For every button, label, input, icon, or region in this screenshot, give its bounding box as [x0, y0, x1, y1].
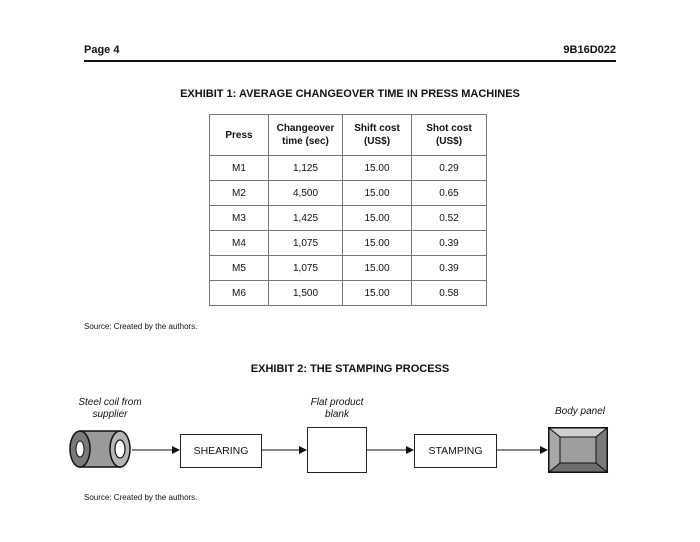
- cell-changeover-time: 1,425: [269, 206, 343, 231]
- cell-changeover-time: 4,500: [269, 181, 343, 206]
- cell-shift-cost: 15.00: [343, 206, 412, 231]
- body-panel-label: Body panel: [554, 406, 606, 417]
- header-shift-cost: Shift cost (US$): [343, 115, 412, 156]
- cell-shot-cost: 0.52: [412, 206, 487, 231]
- cell-press: M4: [210, 231, 269, 256]
- cell-press: M3: [210, 206, 269, 231]
- cell-shot-cost: 0.39: [412, 256, 487, 281]
- cell-changeover-time: 1,075: [269, 256, 343, 281]
- page-number: Page 4: [84, 44, 120, 56]
- shearing-label: SHEARING: [193, 445, 249, 457]
- cell-shot-cost: 0.29: [412, 156, 487, 181]
- cell-press: M1: [210, 156, 269, 181]
- cell-press: M2: [210, 181, 269, 206]
- cell-press: M6: [210, 281, 269, 306]
- header-press: Press: [210, 115, 269, 156]
- stamping-step-box: [414, 434, 497, 468]
- header-changeover-time: Changeover time (sec): [269, 115, 343, 156]
- cell-shift-cost: 15.00: [343, 256, 412, 281]
- cell-shift-cost: 15.00: [343, 181, 412, 206]
- stamping-label: STAMPING: [428, 445, 483, 457]
- cell-shot-cost: 0.58: [412, 281, 487, 306]
- cell-shift-cost: 15.00: [343, 156, 412, 181]
- flat-blank-box: [307, 427, 367, 473]
- exhibit-1-source: Source: Created by the authors.: [84, 322, 198, 331]
- cell-shift-cost: 15.00: [343, 231, 412, 256]
- flat-blank-label: Flat product blank: [310, 397, 364, 420]
- exhibit-2-source: Source: Created by the authors.: [84, 493, 198, 502]
- shearing-step-box: [180, 434, 262, 468]
- exhibit-1-title: EXHIBIT 1: AVERAGE CHANGEOVER TIME IN PRESS MACHINES: [180, 88, 520, 100]
- cell-changeover-time: 1,500: [269, 281, 343, 306]
- header-shot-cost: Shot cost (US$): [412, 115, 487, 156]
- document-code: 9B16D022: [563, 44, 616, 56]
- cell-shot-cost: 0.65: [412, 181, 487, 206]
- steel-coil-icon: [70, 431, 130, 467]
- cell-press: M5: [210, 256, 269, 281]
- exhibit-2-title: EXHIBIT 2: THE STAMPING PROCESS: [250, 363, 450, 375]
- cell-changeover-time: 1,125: [269, 156, 343, 181]
- cell-shift-cost: 15.00: [343, 281, 412, 306]
- cell-changeover-time: 1,075: [269, 231, 343, 256]
- steel-coil-label: Steel coil from supplier: [78, 397, 142, 420]
- cell-shot-cost: 0.39: [412, 231, 487, 256]
- body-panel-icon: [549, 428, 607, 472]
